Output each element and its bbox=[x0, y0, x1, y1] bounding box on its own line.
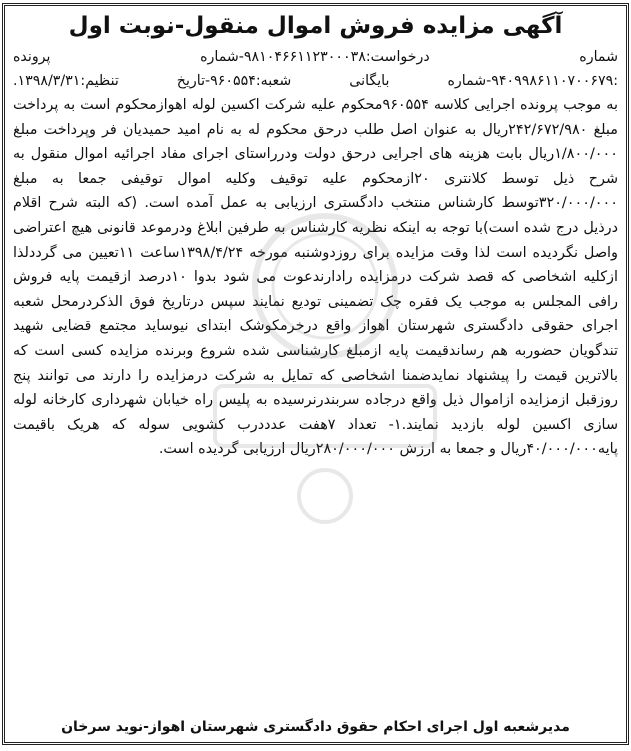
notice-signature: مدیرشعبه اول اجرای احکام حقوق دادگستری شهرستان اهواز-نوید سرخان bbox=[61, 719, 570, 735]
notice-body: به موجب پرونده اجرایی کلاسه ۹۶۰۵۵۴محکوم علیه شرکت اکسین لوله اهوازمحکوم است به پرداخت مبلغ ۲۴۲/۶۷۲/۹۸۰ریال به عنوان اصل طلب درحق محکوم له به نام امید حمیدیان فر وپرداخت مبلغ ۱/۸۰۰/۰۰۰ریال بابت هزینه های اجرایی درحق دولت ودرراستای اجرای مفاد اجرائیه اموال منقول به شرح ذیل توسط کلانتری ۲۰ازمحکوم علیه توقیف وکلیه اموال توقیفی جمعا به مبلغ ۳۲۰/۰۰۰/۰۰۰توسط کارشناس منتخب دادگستری ارزیابی به عمل آمده است. (که البته شرح اقلام درذیل درج شده است)با توجه به اینکه نظریه کارشناس به طرفین ابلاغ ودرموعد قانونی هیچ اعتراضی واصل نگردیده است لذا وقت مزایده برای روزدوشنبه مورخه ۱۳۹۸/۴/۲۴ساعت ۱۱تعیین می گردد‌لذا ازکلیه اشخاصی که قصد شرکت درمزایده رادارندعوت می شود بدوا ۱۰درصد ازقیمت پایه فروش رافی المجلس به موجب یک فقره چک تضمینی تودیع نمایند سپس درتاریخ فوق الذکردرمحل شعبه اجرای حقوقی دادگستری شهرستان اهواز واقع درخرمکوشک ابتدای نیوساید مجتمع قضایی شهید تندگویان حضوربه هم رساندقیمت پایه ازمبلغ کارشناسی شده شروع وبرنده مزایده کسی است که بالاترین قیمت را پیشنهاد نمایدضمنا اشخاصی که تمایل به شرکت درمزایده را دارند می توانند پنج روزقبل ازمزایده ازاموال ذیل واقع درجاده سربندرنرسیده به پلیس راه خیابان شهرداری کارخانه لوله سازی اکسین لوله بازدید نمایند.۱- تعداد ۷هفت عدددرب کشویی سوله که هریک باقیمت پایه۴۰/۰۰۰/۰۰۰ریال و جمعا به ارزش ۲۸۰/۰۰۰/۰۰۰ریال ارزیابی گردیده است. bbox=[13, 97, 619, 458]
request-number-line: شماره درخواست:۹۸۱۰۴۶۶۱۱۲۳۰۰۰۳۸-شماره پرونده bbox=[13, 49, 618, 65]
notice-title: آگهی مزایده فروش اموال منقول-نوبت اول bbox=[68, 13, 563, 39]
auction-notice bbox=[2, 3, 629, 745]
case-number-line: :۹۴۰۹۹۸۶۱۱۰۷۰۰۶۷۹-شماره بایگانی شعبه:۹۶۰۵۵۴-تاریخ تنظیم:۱۳۹۸/۳/۳۱. bbox=[13, 73, 618, 89]
